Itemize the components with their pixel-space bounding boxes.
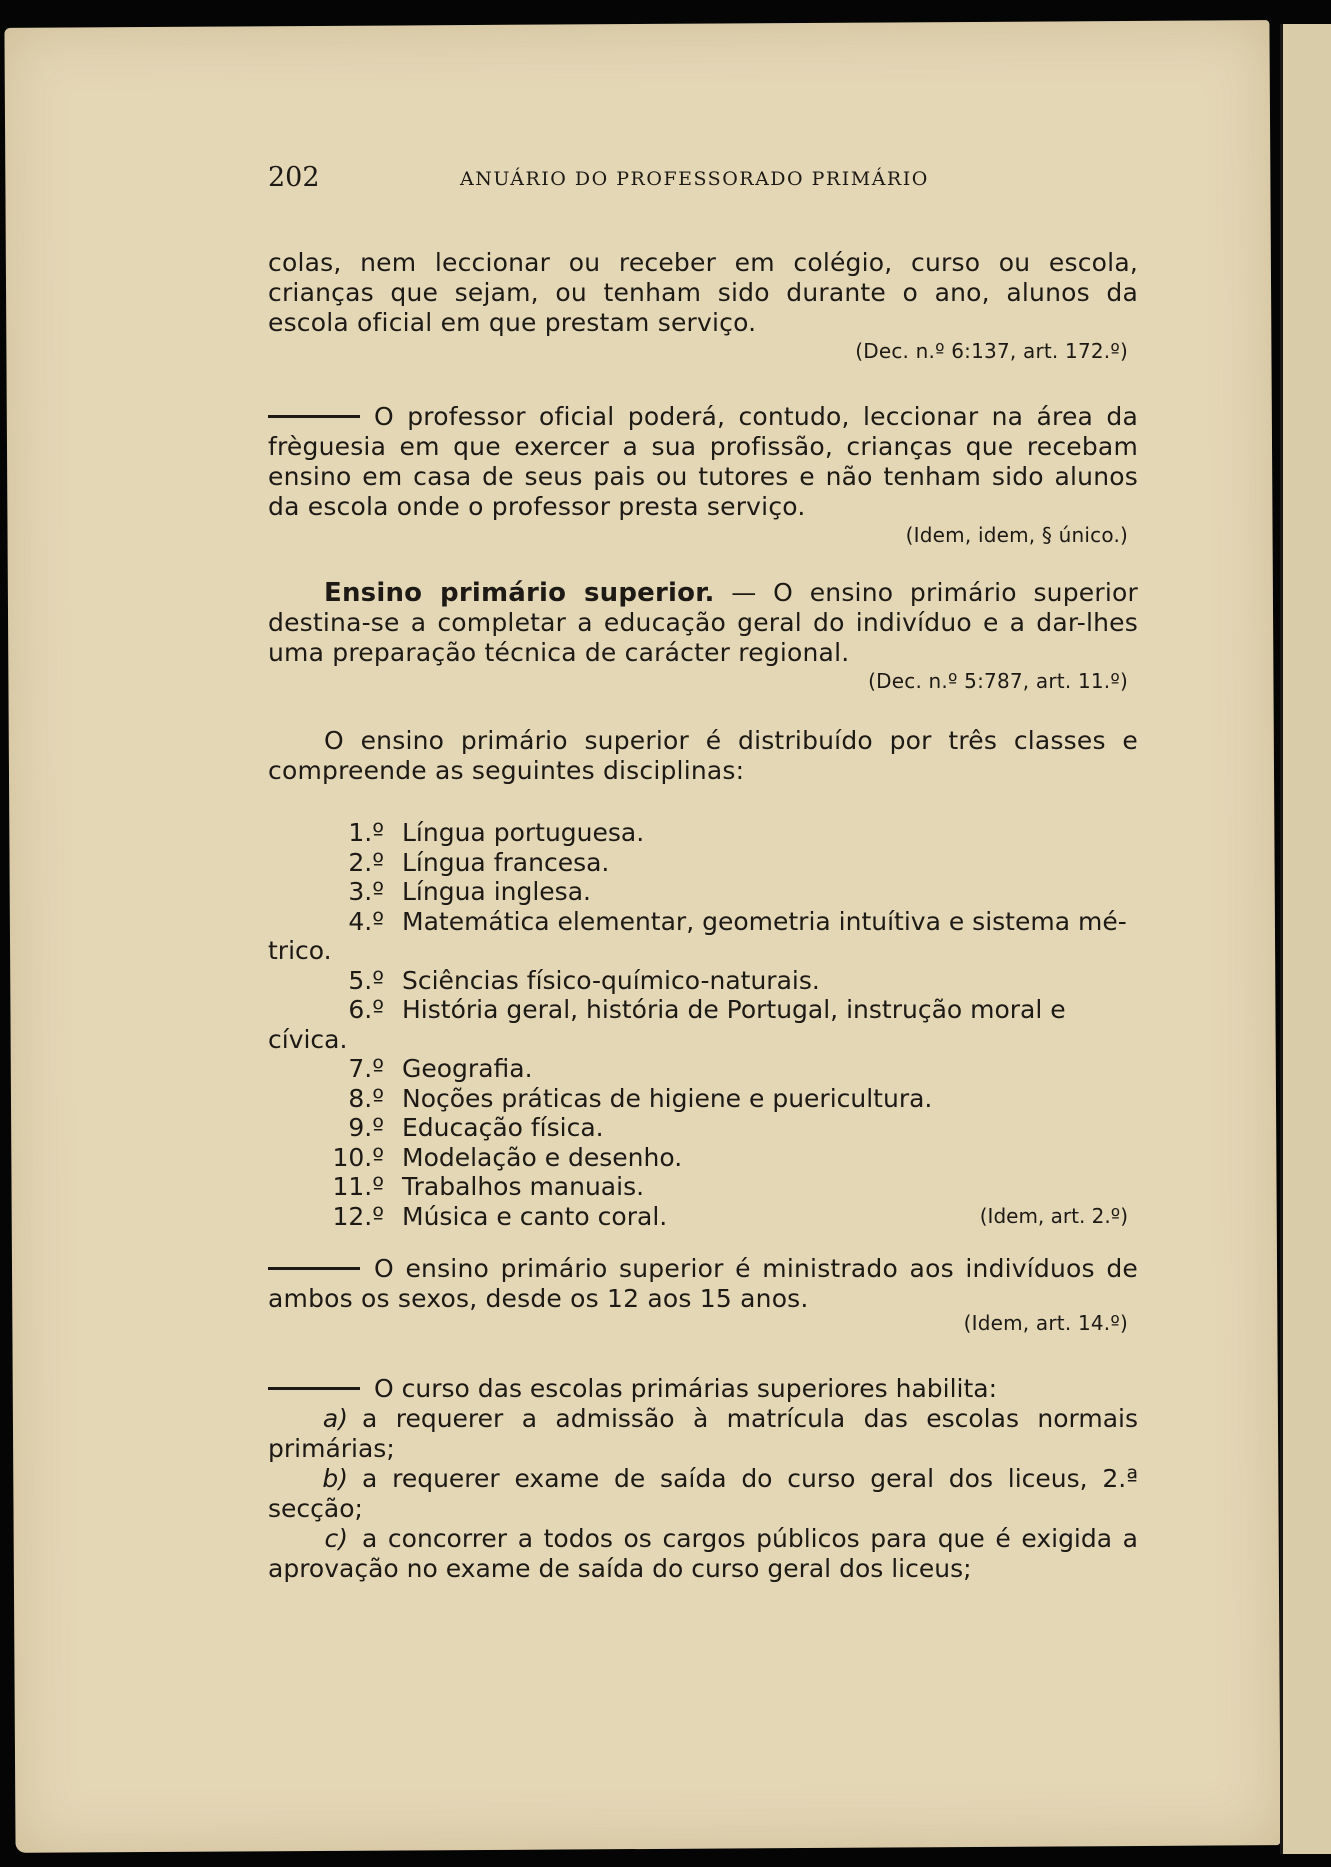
paragraph-text: O ensino primário superior é distribuído por três classes e compreende as seguintes disciplinas: [268, 726, 1138, 785]
discipline-item [268, 966, 1138, 996]
paragraph-ensino-primario-superior [268, 578, 1138, 694]
item-text: Sciências físico-químico-naturais. [402, 965, 820, 995]
discipline-item [268, 1054, 1138, 1084]
paragraph-disciplinas-intro [268, 726, 1138, 786]
item-number: 3.º [348, 877, 384, 906]
item-number: 2.º [348, 847, 384, 877]
em-dash-rule [268, 1387, 360, 1390]
page-header [268, 162, 968, 202]
running-title: ANUÁRIO DO PROFESSORADO PRIMÁRIO [460, 168, 929, 190]
citation: (Dec. n.º 5:787, art. 11.º) [868, 669, 1128, 693]
item-text: a requerer a admissão à matrícula das escolas normais primárias; [268, 1404, 1138, 1463]
discipline-item [268, 1143, 1138, 1173]
item-letter: a) [322, 1404, 348, 1433]
item-number: 12.º [332, 1201, 384, 1231]
paragraph-colas [268, 248, 1138, 364]
item-text: Trabalhos manuais. [402, 1172, 645, 1201]
item-continuation: trico. [268, 936, 332, 965]
paragraph-curso-habilita [268, 1374, 1138, 1584]
habilita-item [268, 1404, 1138, 1464]
paragraph-text: — O ensino primário superior destina-se a completar a educação geral do indivíduo e a dar-lhes uma preparação técnica de carácter regional. [268, 578, 1138, 667]
paragraph-text: O curso das escolas primárias superiores habilita: [374, 1374, 998, 1403]
habilita-items [268, 1404, 1138, 1584]
item-text: Matemática elementar, geometria intuítiva e sistema mé- [402, 906, 1127, 936]
discipline-item [268, 907, 1138, 937]
item-number: 7.º [348, 1054, 384, 1083]
discipline-item [268, 995, 1138, 1025]
citation: (Dec. n.º 6:137, art. 172.º) [855, 339, 1128, 363]
item-number: 11.º [332, 1172, 384, 1201]
paragraph-ministrado [268, 1254, 1138, 1336]
em-dash-rule [268, 415, 360, 418]
section-heading: Ensino primário superior. [324, 578, 715, 608]
disciplines-list [268, 818, 1138, 1231]
adjacent-page-edge [1280, 24, 1331, 1854]
paragraph-text: colas, nem leccionar ou receber em colégio, curso ou escola, crianças que sejam, ou tenham sido durante o ano, alunos da escola oficial em que prestam serviço. [268, 248, 1138, 337]
paragraph-text: O professor oficial poderá, contudo, leccionar na área da frèguesia em que exercer a sua profissão, crianças que recebam ensino em casa de seus pais ou tutores e não tenham sido alunos da escola onde o professor presta serviço. [268, 402, 1138, 521]
item-number: 1.º [348, 818, 384, 847]
item-text: Geografia. [402, 1054, 533, 1083]
item-text: História geral, história de Portugal, instrução moral e [402, 995, 1066, 1024]
discipline-item [268, 1202, 1138, 1232]
item-text: Língua inglesa. [402, 877, 591, 906]
item-text: Modelação e desenho. [402, 1142, 683, 1172]
discipline-item [268, 1172, 1138, 1202]
item-text: a requerer exame de saída do curso geral dos liceus, 2.ª secção; [268, 1464, 1138, 1523]
page-number: 202 [268, 162, 320, 193]
item-number: 6.º [348, 995, 384, 1024]
item-text: a concorrer a todos os cargos públicos para que é exigida a aprovação no exame de saída do curso geral dos liceus; [268, 1524, 1138, 1583]
paragraph-professor-oficial [268, 402, 1138, 548]
item-letter: c) [324, 1524, 348, 1553]
item-letter: b) [322, 1464, 348, 1493]
discipline-item [268, 877, 1138, 907]
item-number: 10.º [332, 1142, 384, 1172]
citation: (Idem, idem, § único.) [905, 523, 1128, 547]
item-continuation: cívica. [268, 1024, 348, 1054]
item-text: Língua francesa. [402, 847, 610, 877]
item-number: 4.º [348, 906, 384, 936]
habilita-item [268, 1464, 1138, 1524]
discipline-item [268, 848, 1138, 878]
em-dash-rule [268, 1267, 360, 1270]
discipline-item [268, 1113, 1138, 1143]
item-text: Música e canto coral. [402, 1201, 668, 1231]
habilita-item [268, 1524, 1138, 1584]
item-text: Noções práticas de higiene e puericultura. [402, 1083, 933, 1113]
discipline-item [268, 818, 1138, 848]
discipline-item [268, 1084, 1138, 1114]
item-text: Língua portuguesa. [402, 818, 645, 847]
item-number: 5.º [348, 965, 384, 995]
paragraph-text: O ensino primário superior é ministrado aos indivíduos de ambos os sexos, desde os 12 aos 15 anos. [268, 1254, 1138, 1313]
citation: (Idem, art. 14.º) [963, 1311, 1128, 1335]
citation: (Idem, art. 2.º) [979, 1203, 1128, 1228]
item-number: 8.º [348, 1083, 384, 1113]
item-text: Educação física. [402, 1113, 604, 1142]
item-number: 9.º [348, 1113, 384, 1142]
